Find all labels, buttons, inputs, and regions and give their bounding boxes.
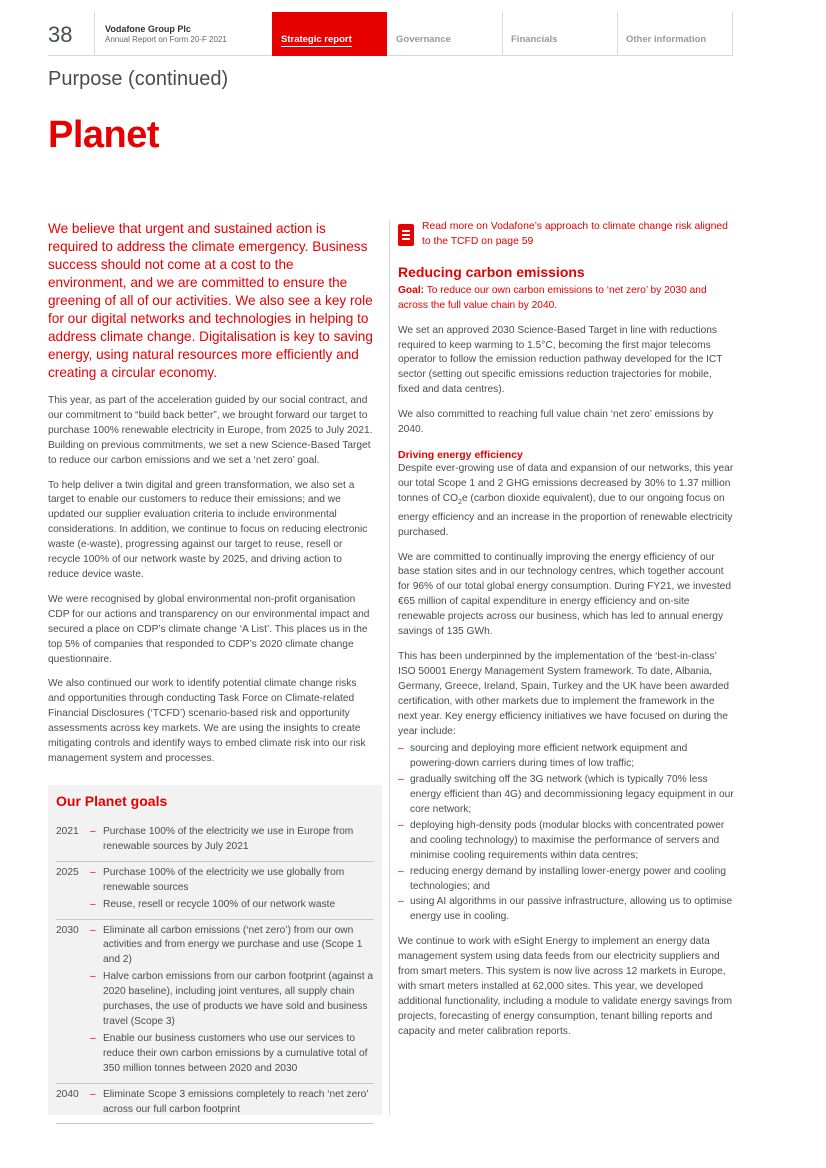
goals-heading: Our Planet goals xyxy=(56,793,168,809)
paragraph: This year, as part of the acceleration guided by our social contract, and our commitment to “build back better”, we brought forward our target to purchase 100% renewable electricity in Europe, from 2025 to July 2021. Building on previous commitments, we set a new Science-Based Target to reduce our carbon emissions and we set a ‘net zero’ goal. xyxy=(48,395,373,466)
paragraph: We also continued our work to identify potential climate change risks and opportunities through conducting Task Force on Climate-related Financial Disclosures (‘TCFD’) scenario-based risk and opportunity assessments across key markets. We are using the insights to create mitigating controls and identify ways to embed climate risk into our risk management system and processes. xyxy=(48,678,366,764)
breadcrumb: Purpose (continued) xyxy=(48,68,229,90)
goal-statement: Goal: To reduce our own carbon emissions to ‘net zero’ by 2030 and across the full value chain by 2040. xyxy=(398,284,707,311)
section-heading: Reducing carbon emissions xyxy=(398,263,585,280)
goal-year: 2021 xyxy=(56,826,79,837)
goal-item: – Reuse, resell or recycle 100% of our network waste xyxy=(90,898,336,910)
paragraph: To help deliver a twin digital and green transformation, we also set a target to enable our customers to reduce their emissions; and we updated our supplier evaluation criteria to include environmental considerations. In addition, we continue to focus on reducing electronic waste (e-waste), progressing against our target to reuse, resell or recycle 100% of our network waste by 2025, and driving action to reduce device waste. xyxy=(48,479,368,580)
right-column xyxy=(398,220,734,1050)
planet-goals-box xyxy=(48,785,382,1115)
report-name: Annual Report on Form 20-F 2021 xyxy=(105,35,227,44)
tab-other-information[interactable]: Other information xyxy=(626,34,707,45)
goal-row xyxy=(56,920,374,1084)
list-item: – gradually switching off the 3G network (which is typically 70% less energy efficient than 4G) and decommissioning legacy equipment in our core network; xyxy=(398,774,734,816)
goal-item: – Halve carbon emissions from our carbon footprint (against a 2020 baseline), including joint ventures, all supply chain purchases, the use of products we have sold and business travel (Scope 3) xyxy=(90,971,374,1027)
paragraph: We were recognised by global environmental non-profit organisation CDP for our actions and transparency on our environmental impact and secured a place on CDP’s climate change ‘A List’. This places us in the top 5% of companies that responded to CDP’s 2020 climate change questionnaire. xyxy=(48,593,370,665)
column-divider xyxy=(389,220,390,1115)
paragraph: We also committed to reaching full value chain ‘net zero’ emissions by 2040. xyxy=(398,409,714,436)
goal-year: 2025 xyxy=(56,866,79,878)
read-more-link[interactable] xyxy=(398,220,734,250)
paragraph: This has been underpinned by the implementation of the ‘best-in-class’ ISO 50001 Energy Management System framework. To date, Albania, Germany, Greece, Ireland, Spain, Turkey and the UK have been awarded certification, with other markets due to implement the framework in the next year. Key energy efficiency initiatives we have focused on during the year include: xyxy=(398,650,730,737)
goal-row xyxy=(56,1084,374,1125)
goal-row xyxy=(56,862,374,920)
paragraph: Despite ever-growing use of data and expansion of our networks, this year our total Scope 1 and 2 GHG emissions decreased by 30% to 1.37 million tonnes of $CO_2e$ (carbon dioxide equivalent), due to our ongoing focus on energy efficiency and an increase in the proportion of renewable electricity purchased. xyxy=(398,462,734,538)
page-number: 38 xyxy=(48,22,73,47)
goal-item: – Purchase 100% of the electricity we use globally from renewable sources xyxy=(90,866,345,893)
goal-item: – Purchase 100% of the electricity we use in Europe from renewable sources by July 2021 xyxy=(90,826,354,852)
tab-governance[interactable]: Governance xyxy=(396,34,451,45)
page-title: Planet xyxy=(48,114,160,156)
list-item: – using AI algorithms in our passive infrastructure, allowing us to optimise energy use in cooling. xyxy=(398,896,733,923)
divider xyxy=(94,12,95,56)
paragraph: We set an approved 2030 Science-Based Target in line with reductions required to keep warming to 1.5°C, becoming the first major telecoms operator to follow the emission reduction pathway developed for the ICT sector (setting out specific emissions reduction trajectories for mobile, fixed and data centres). xyxy=(398,324,723,396)
tab-financials[interactable]: Financials xyxy=(511,34,558,45)
goal-item: – Enable our business customers who use our services to reduce their own carbon emissions by a cumulative total of 350 million tonnes between 2020 and 2030 xyxy=(90,1032,368,1074)
list-item: – deploying high-density pods (modular blocks with concentrated power and cooling technology) to maximise the performance of servers and minimise cooling requirements within data centres; xyxy=(398,819,725,861)
goal-year: 2030 xyxy=(56,924,79,936)
subheading: Driving energy efficiency xyxy=(398,448,523,461)
goal-item: – Eliminate Scope 3 emissions completely to reach ‘net zero’ across our full carbon footprint xyxy=(90,1088,369,1115)
goal-row xyxy=(56,821,374,862)
company-name: Vodafone Group Plc xyxy=(105,24,191,34)
company-block xyxy=(105,24,227,44)
goal-year: 2040 xyxy=(56,1088,79,1100)
document-icon xyxy=(398,224,414,246)
paragraph: We continue to work with eSight Energy to implement an energy data management system using data feeds from our electricity suppliers and from smart meters. This system is now live across 12 markets in Europe, with smart meters installed at 62,000 sites. This year, we developed additional functionality, including a module to validate energy savings from projects, forecasting of energy consumption, tenant billing reports and capacity and meter calibration reports. xyxy=(398,936,732,1037)
paragraph: We are committed to continually improving the energy efficiency of our base station sites and in our technology centres, which together account for 96% of our total global energy consumption. During FY21, we invested €65 million of capital expenditure in energy efficiency and on-site renewable projects across our business, which has led to annual energy savings of 135 GWh. xyxy=(398,551,731,638)
divider xyxy=(732,12,733,56)
bullet-list xyxy=(398,742,734,925)
list-item: – sourcing and deploying more efficient network equipment and powering-down carriers during times of low traffic; xyxy=(398,743,688,770)
read-more-text[interactable]: Read more on Vodafone’s approach to climate change risk aligned to the TCFD on page 59 xyxy=(422,221,728,247)
tab-strategic-report[interactable]: Strategic report xyxy=(272,12,387,56)
left-column xyxy=(48,220,373,777)
list-item: – reducing energy demand by installing lower-energy power and cooling technologies; and xyxy=(398,865,727,892)
page-header xyxy=(48,12,733,56)
goal-item: – Eliminate all carbon emissions (‘net zero’) from our own activities and from energy we purchase and use (Scope 1 and 2) xyxy=(90,924,363,966)
intro-statement: We believe that urgent and sustained action is required to address the climate emergency. Business success should not come at a cost to the environment, and we are committed to ensure the greening of all of our activities. We also see a key role for our digital networks and technologies in helping to address climate change. Digitalisation is key to saving energy, using natural resources more efficiently and creating a circular economy. xyxy=(48,221,373,380)
